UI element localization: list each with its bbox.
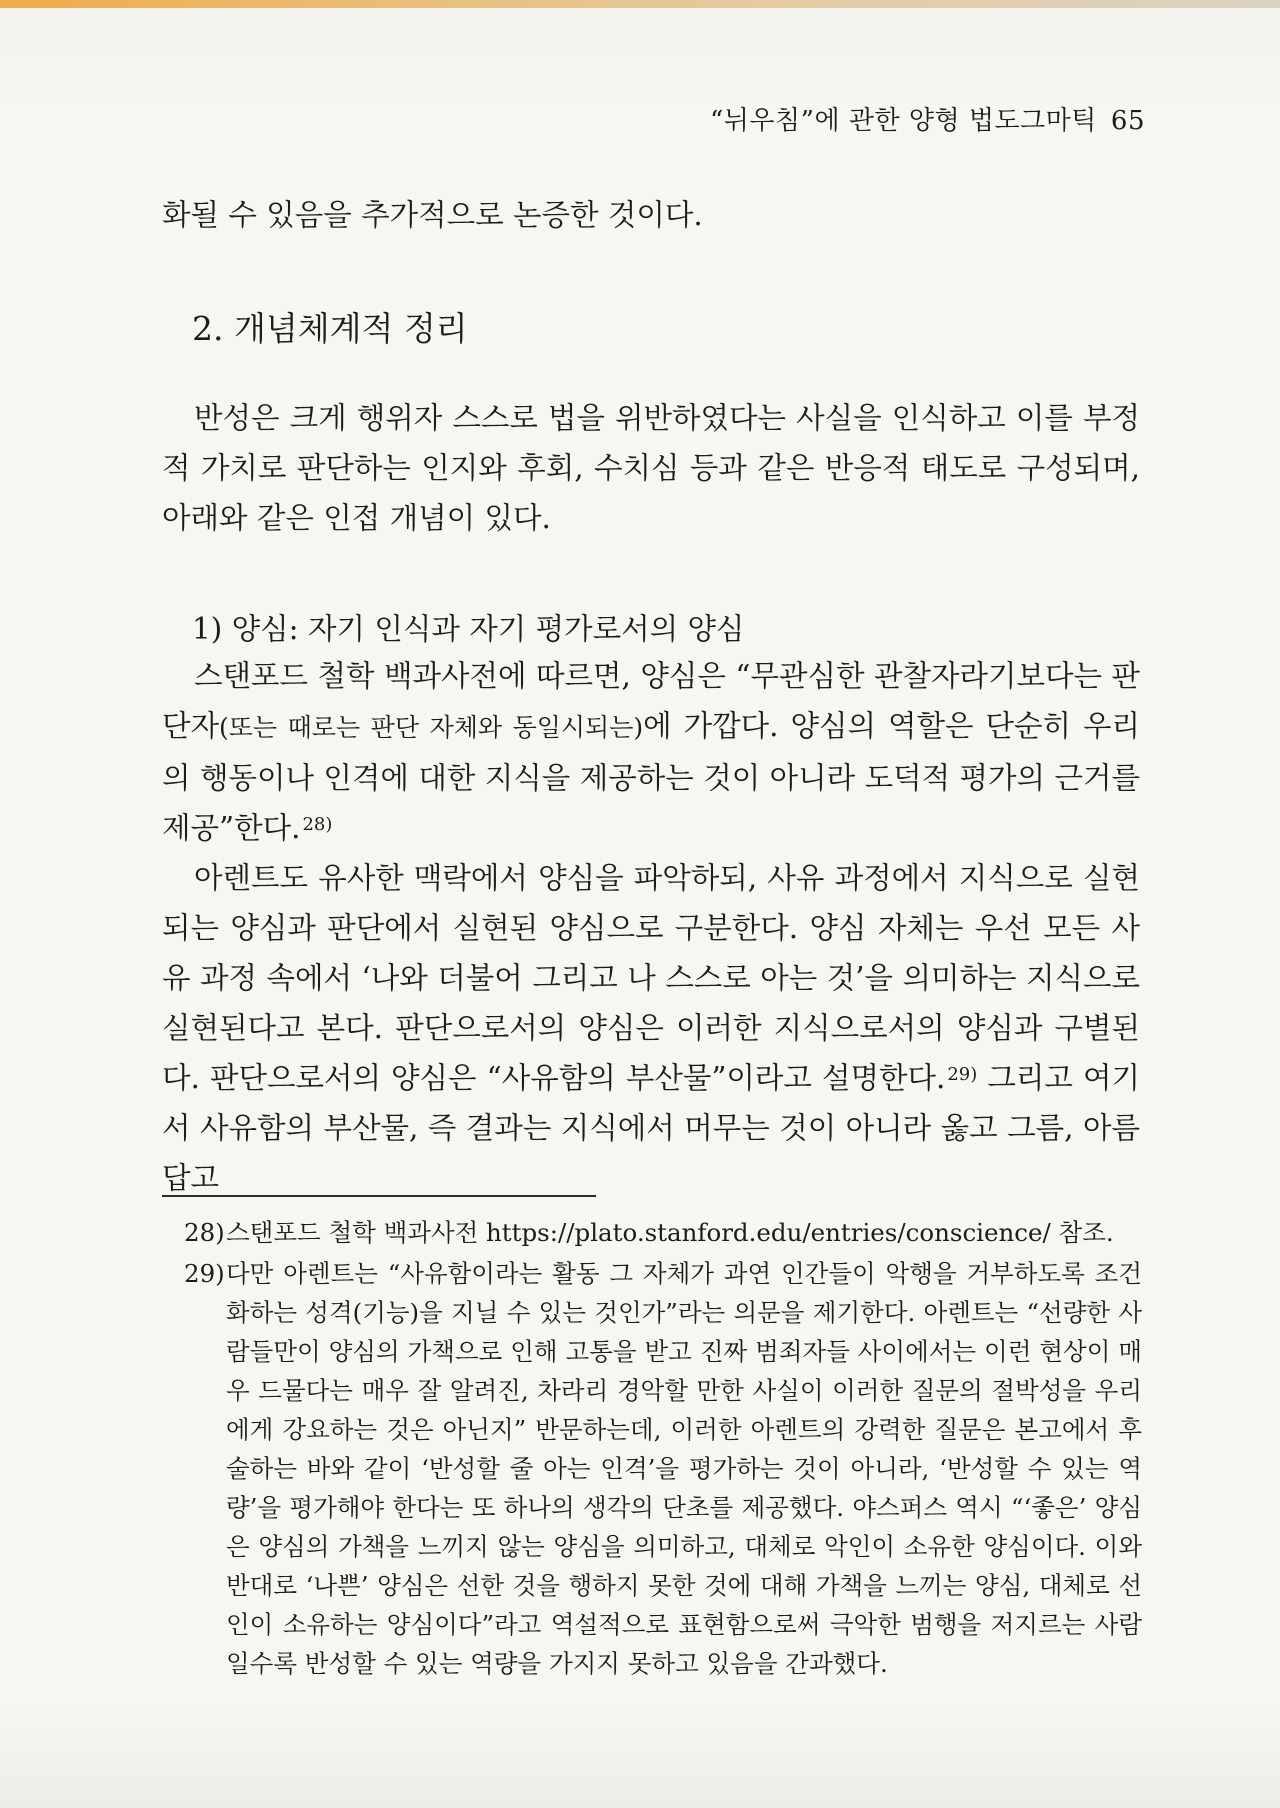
stanford-text-part2: 에 가깝다. 양심의 역할은 단순히 우리의 행동이나 인격에 대한 지식을 제공하는 것이 아니라 도덕적 평가의 근거를 제공”한다. [162, 709, 1141, 845]
stanford-paragraph [162, 651, 1140, 853]
footnote-text: 스탠포드 철학 백과사전 https://plato.stanford.edu/entries/conscience/ 참조. [226, 1218, 1114, 1247]
continued-paragraph: 화될 수 있음을 추가적으로 논증한 것이다. [162, 198, 703, 232]
running-header [710, 100, 1145, 137]
footnote-divider [162, 1195, 596, 1197]
arendt-text-part1: 아렌트도 유사한 맥락에서 양심을 파악하되, 사유 과정에서 지식으로 실현되는 양심과 판단에서 실현된 양심으로 구분한다. 양심 자체는 우선 모든 사유 과정 속에서 ‘나와 더불어 그리고 나 스스로 아는 것’을 의미하는 지식으로 실현된다고 본다. 판단으로서의 양심은 이러한 지식으로서의 양심과 구별된다. 판단으로서의 양심은 “사유함의 부산물”이라고 설명한다. [162, 861, 1140, 1095]
section-heading: 2. 개념체계적 정리 [192, 309, 468, 348]
stanford-text-part1: 스탠포드 철학 백과사전에 따르면, 양심은 “무관심한 관찰자라기보다는 판단자 [162, 659, 1140, 743]
arendt-text-part2: 그리고 여기서 사유함의 부산물, 즉 결과는 지식에서 머무는 것이 아니라 옳고 그름, 아름답고 [162, 1061, 1140, 1195]
subsection-heading: 1) 양심: 자기 인식과 자기 평가로서의 양심 [192, 612, 745, 646]
footnote-ref-28: 28) [302, 814, 333, 835]
page-number: 65 [1110, 106, 1145, 136]
footnote-ref-29: 29) [947, 1064, 978, 1085]
footnote-number: 29) [184, 1259, 225, 1288]
footnote-29 [184, 1254, 1142, 1683]
running-header-title: “뉘우침”에 관한 양형 법도그마틱 [710, 106, 1097, 136]
section-intro-paragraph: 반성은 크게 행위자 스스로 법을 위반하였다는 사실을 인식하고 이를 부정적 가치로 판단하는 인지와 후회, 수치심 등과 같은 반응적 태도로 구성되며, 아래와 같은 인접 개념이 있다. [162, 401, 1140, 535]
stanford-text-parenthetical: (또는 때로는 판단 자체와 동일시되는) [219, 713, 644, 742]
page-top-edge [0, 0, 1280, 8]
footnote-text: 다만 아렌트는 “사유함이라는 활동 그 자체가 과연 인간들이 악행을 거부하도록 조건화하는 성격(기능)을 지닐 수 있는 것인가”라는 의문을 제기한다. 아렌트는 “선량한 사람들만이 양심의 가책으로 인해 고통을 받고 진짜 범죄자들 사이에서는 이런 현상이 매우 드물다는 매우 잘 알려진, 차라리 경악할 만한 사실이 이러한 질문의 절박성을 우리에게 강요하는 것은 아닌지” 반문하는데, 이러한 아렌트의 강력한 질문은 본고에서 후술하는 바와 같이 ‘반성할 줄 아는 인격’을 평가하는 것이 아니라, ‘반성할 수 있는 역량’을 평가해야 한다는 또 하나의 생각의 단초를 제공했다. 야스퍼스 역시 “‘좋은’ 양심은 양심의 가책을 느끼지 않는 양심을 의미하고, 대체로 악인이 소유한 양심이다. 이와 반대로 ‘나쁜’ 양심은 선한 것을 행하지 못한 것에 대해 가책을 느끼는 양심, 대체로 선인이 소유하는 양심이다”라고 역설적으로 표현함으로써 극악한 범행을 저지르는 사람일수록 반성할 수 있는 역량을 가지지 못하고 있음을 간과했다. [226, 1259, 1142, 1678]
arendt-paragraph [162, 853, 1140, 1203]
footnote-28 [184, 1213, 1142, 1252]
footnote-number: 28) [184, 1218, 225, 1247]
